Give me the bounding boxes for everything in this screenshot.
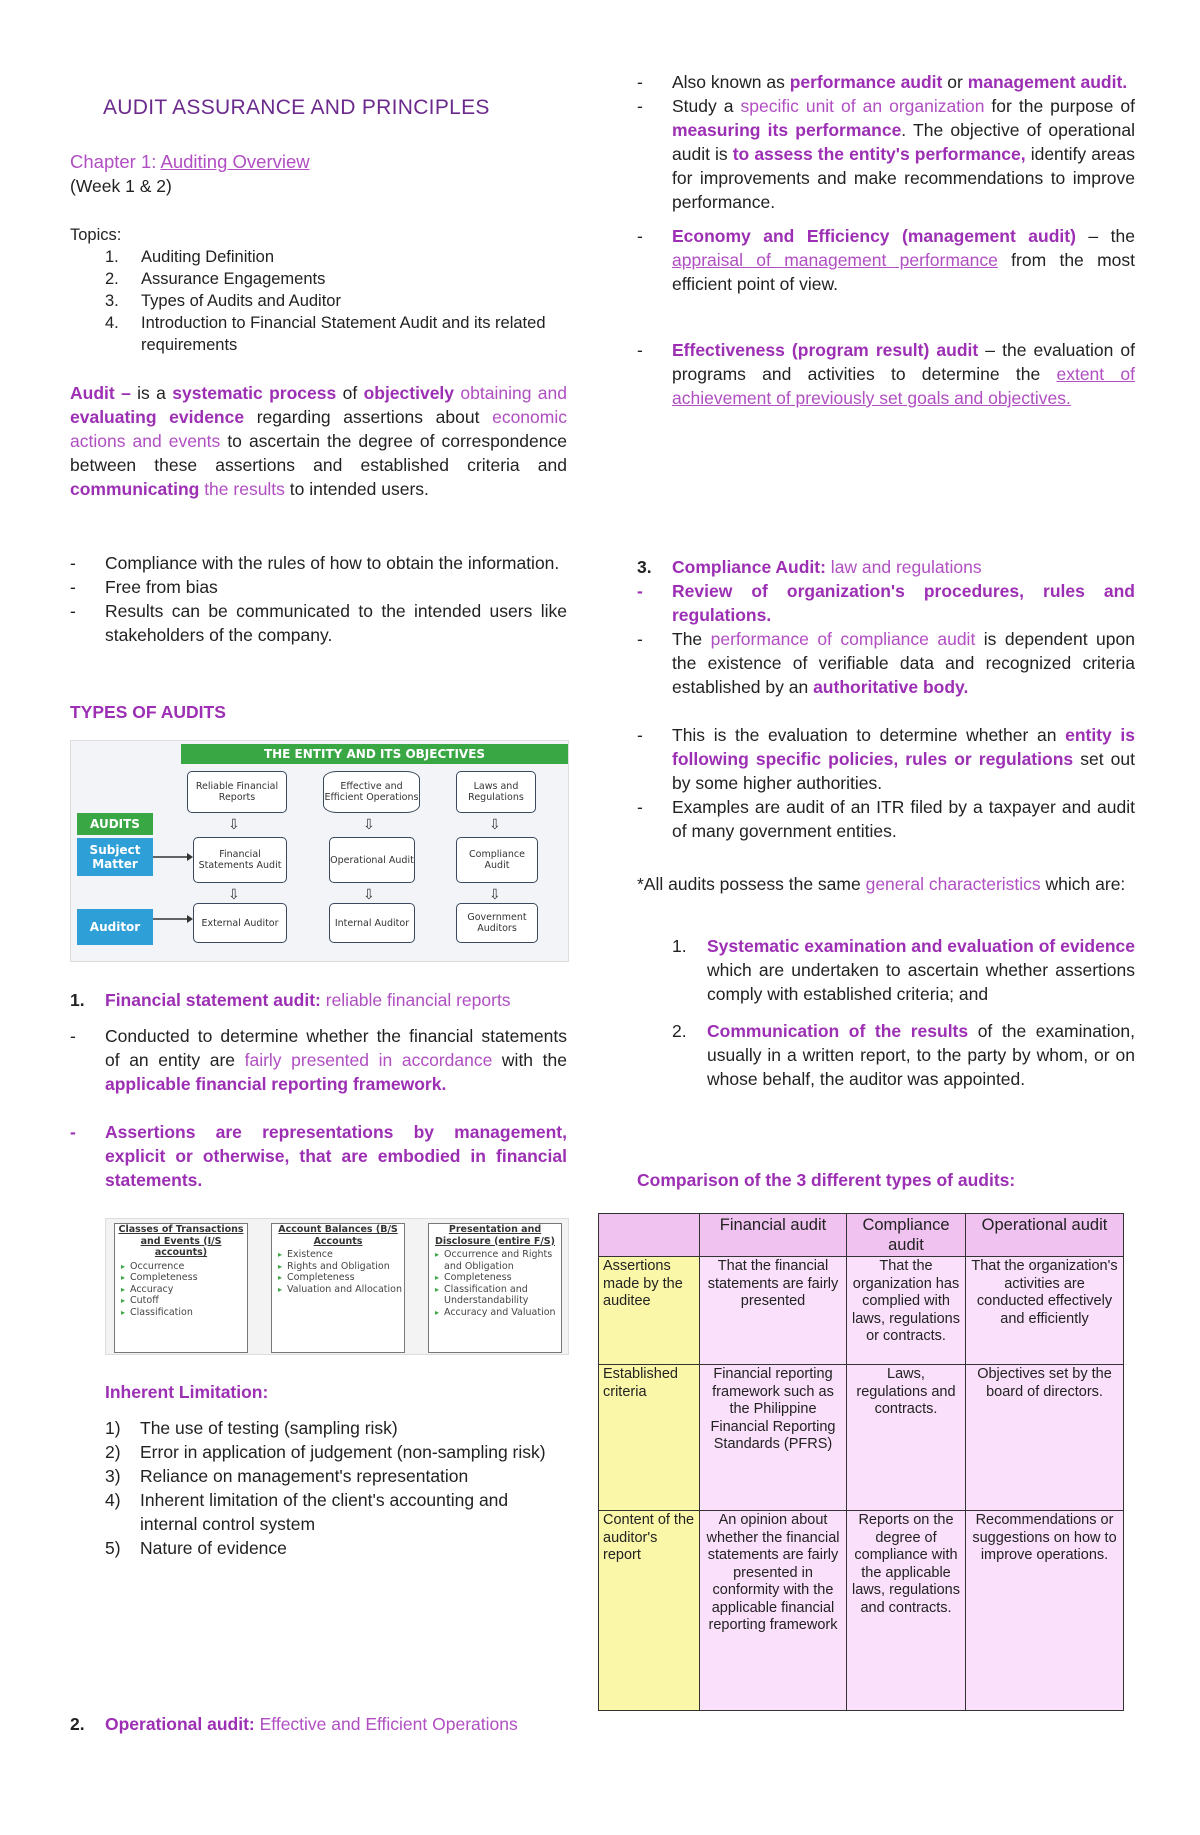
general-characteristics: *All audits possess the same general characteristics which are:: [637, 874, 1126, 894]
list-item: 5) Nature of evidence: [105, 1538, 287, 1558]
auditor-box: External Auditor: [193, 903, 287, 943]
objective-box: Effective and Efficient Operations: [323, 771, 420, 813]
auditor-label: Auditor: [77, 909, 153, 945]
audit-box: Compliance Audit: [456, 837, 538, 883]
list-item: 1. Systematic examination and evaluation of evidence which are undertaken to ascertain whether assertions comply with established criteria; and: [672, 936, 1135, 1004]
table-row: [599, 1365, 1124, 1511]
table-cell: Reports on the degree of compliance with the applicable laws, regulations and contracts.: [847, 1511, 966, 1711]
table-cell: That the organization's activities are conducted effectively and efficiently: [966, 1257, 1124, 1365]
list-item: - Economy and Efficiency (management audit) – the appraisal of management performance from the most efficient point of view.: [637, 224, 1135, 296]
comparison-table: [598, 1213, 1124, 1711]
table-row: [599, 1257, 1124, 1365]
characteristics-list: [672, 934, 1135, 1091]
topics: [70, 224, 567, 356]
table-cell: Laws, regulations and contracts.: [847, 1365, 966, 1511]
down-arrow-icon: ⇩: [489, 887, 501, 903]
topics-list: [70, 246, 567, 356]
assertions-image: [105, 1218, 569, 1355]
list-item: - This is the evaluation to determine whether an entity is following specific policies, rules or regulations set out by some higher authorities.: [637, 723, 1135, 795]
assertion-column: Presentation and Disclosure (entire F/S) ▸ Occurrence and Rights and Obligation ▸ Completeness ▸ Classification and Understandability ▸ Accuracy and Valuation: [428, 1223, 562, 1353]
list-item: - Effectiveness (program result) audit – the evaluation of programs and activities to determine the extent of achievement of previously set goals and objectives.: [637, 338, 1135, 410]
list-item: 2. Assurance Engagements: [105, 270, 326, 288]
list-item: - Assertions are representations by management, explicit or otherwise, that are embodied in financial statements.: [70, 1120, 567, 1192]
list-item: - Review of organization's procedures, rules and regulations.: [637, 579, 1135, 627]
list-item: - The performance of compliance audit is dependent upon the existence of verifiable data and recognized criteria established by an authoritative body.: [637, 627, 1135, 699]
audits-label: AUDITS: [77, 813, 153, 835]
table-cell: Financial reporting framework such as the Philippine Financial Reporting Standards (PFRS): [700, 1365, 847, 1511]
operational-points: [637, 70, 1135, 410]
audit-types-diagram: [70, 740, 569, 962]
list-item: - Examples are audit of an ITR filed by a taxpayer and audit of many government entities.: [637, 795, 1135, 843]
table-cell: Established criteria: [599, 1365, 700, 1511]
definition-points: [70, 551, 567, 647]
table-cell: That the financial statements are fairly presented: [700, 1257, 847, 1365]
objective-box: Reliable Financial Reports: [187, 771, 287, 813]
list-item: - Also known as performance audit or management audit.: [637, 70, 1135, 94]
audit-box: Operational Audit: [329, 837, 415, 883]
list-item: 1) The use of testing (sampling risk): [105, 1418, 398, 1438]
compliance-section: 3. Compliance Audit: law and regulations - Review of organization's procedures, rules and regulations. - The performance of compliance audit is dependent upon the existence of verifiable data and recognized criteria established by an authoritative body. - This is the evaluation to determine whether an entity is following specific policies, rules or regulations set out by some higher authorities. - Examples are audit of an ITR filed by a taxpayer and audit of many government entities.: [637, 555, 1135, 843]
table-header-row: [599, 1214, 1124, 1257]
table-header: Financial audit: [700, 1214, 847, 1257]
list-item: 4. Introduction to Financial Statement Audit and its related requirements: [105, 314, 546, 354]
list-item: - Conducted to determine whether the financial statements of an entity are fairly presented in accordance with the applicable financial reporting framework.: [70, 1024, 567, 1096]
table-header: Operational audit: [966, 1214, 1124, 1257]
down-arrow-icon: ⇩: [228, 887, 240, 903]
table-cell: Objectives set by the board of directors.: [966, 1365, 1124, 1511]
subject-matter-label: Subject Matter: [77, 838, 153, 876]
table-cell: That the organization has complied with laws, regulations or contracts.: [847, 1257, 966, 1365]
auditor-box: Government Auditors: [456, 903, 538, 943]
table-cell: Assertions made by the auditee: [599, 1257, 700, 1365]
down-arrow-icon: ⇩: [489, 817, 501, 833]
table-cell: An opinion about whether the financial statements are fairly presented in conformity with the applicable financial reporting framework: [700, 1511, 847, 1711]
down-arrow-icon: ⇩: [363, 817, 375, 833]
page-title: AUDIT ASSURANCE AND PRINCIPLES: [103, 96, 490, 119]
list-item: 3) Reliance on management's representation: [105, 1466, 469, 1486]
table-header: Compliance audit: [847, 1214, 966, 1257]
assertion-column: Classes of Transactions and Events (I/S accounts) ▸ Occurrence ▸ Completeness ▸ Accuracy ▸ Cutoff ▸ Classification: [114, 1223, 248, 1353]
assertion-column: Account Balances (B/S Accounts ▸ Existence ▸ Rights and Obligation ▸ Completeness ▸ Valuation and Allocation: [271, 1223, 405, 1353]
down-arrow-icon: ⇩: [363, 887, 375, 903]
list-item: - Compliance with the rules of how to obtain the information.: [70, 551, 567, 575]
fs-audit-heading: 1. Financial statement audit: reliable financial reports: [70, 990, 511, 1010]
chapter-week: (Week 1 & 2): [70, 176, 172, 196]
connector-lines: [153, 851, 193, 931]
types-heading: TYPES OF AUDITS: [70, 702, 226, 722]
list-item: 2) Error in application of judgement (non-sampling risk): [105, 1442, 546, 1462]
fs-audit-points: [70, 1024, 567, 1192]
table-header: [599, 1214, 700, 1257]
list-item: 3. Types of Audits and Auditor: [105, 292, 341, 310]
chapter-block: [70, 150, 567, 198]
audit-box: Financial Statements Audit: [193, 837, 287, 883]
auditor-box: Internal Auditor: [329, 903, 415, 943]
op-audit-heading: 2. Operational audit: Effective and Efficient Operations: [70, 1714, 518, 1734]
list-item: - Results can be communicated to the intended users like stakeholders of the company.: [70, 599, 567, 647]
chapter-link[interactable]: Auditing Overview: [160, 151, 310, 172]
table-cell: Content of the auditor's report: [599, 1511, 700, 1711]
table-cell: Recommendations or suggestions on how to improve operations.: [966, 1511, 1124, 1711]
topics-label: Topics:: [70, 226, 122, 244]
chapter-prefix: Chapter 1:: [70, 151, 161, 172]
comparison-heading: Comparison of the 3 different types of audits:: [637, 1170, 1016, 1190]
inherent-heading: Inherent Limitation:: [105, 1382, 269, 1402]
list-item: 4) Inherent limitation of the client's accounting and internal control system: [105, 1490, 509, 1534]
objective-box: Laws and Regulations: [456, 771, 536, 813]
inherent-list: [105, 1416, 567, 1560]
table-row: [599, 1511, 1124, 1711]
down-arrow-icon: ⇩: [228, 817, 240, 833]
list-item: - Free from bias: [70, 575, 567, 599]
audit-definition: Audit – is a systematic process of objectively obtaining and evaluating evidence regarding assertions about economic actions and events to ascertain the degree of correspondence between these assertions and established criteria and communicating the results to intended users.: [70, 383, 567, 499]
list-item: 2. Communication of the results of the examination, usually in a written report, to the party by whom, or on whose behalf, the auditor was appointed.: [672, 1021, 1136, 1089]
list-item: - Study a specific unit of an organization for the purpose of measuring its performance. The objective of operational audit is to assess the entity's performance, identify areas for improvements and make recommendations to improve performance.: [637, 94, 1135, 214]
diagram-banner: THE ENTITY AND ITS OBJECTIVES: [181, 744, 568, 764]
list-item: 1. Auditing Definition: [105, 248, 274, 266]
